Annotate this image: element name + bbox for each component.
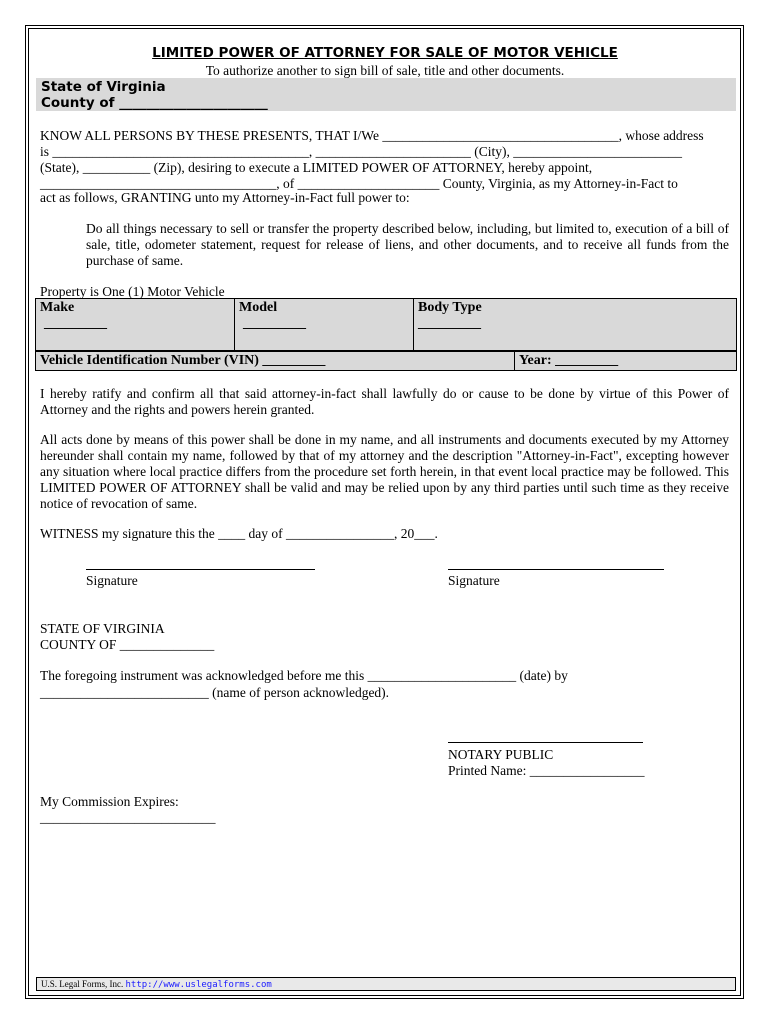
- acknowledgment-line-1: The foregoing instrument was acknowledged before me this ______________________ (date) by: [40, 668, 568, 683]
- ratify-paragraph: I hereby ratify and confirm all that said attorney-in-fact shall lawfully do or cause to be done by virtue of this Power of Attorney and the rights and powers herein granted.: [40, 386, 729, 417]
- signature-line-left[interactable]: [86, 569, 315, 570]
- footer-company: U.S. Legal Forms, Inc.: [41, 979, 124, 989]
- intro-line-5: act as follows, GRANTING unto my Attorney-in-Fact full power to:: [40, 190, 410, 205]
- powers-paragraph: Do all things necessary to sell or transfer the property described below, including, but limited to, execution of a bill of sale, title, odometer statement, request for release of liens, and other documents, and to receive all funds from the purchase of same.: [86, 221, 729, 268]
- state-county-header: [36, 78, 736, 111]
- year-cell: Year: _________: [515, 352, 737, 371]
- vehicle-table: [35, 298, 737, 351]
- vin-cell: Vehicle Identification Number (VIN) _________: [36, 352, 515, 371]
- model-label: Model: [239, 300, 278, 315]
- notary-public-label: NOTARY PUBLIC: [448, 747, 554, 762]
- intro-line-2: is ______________________________________, _______________________ (City), _________________________: [40, 144, 683, 159]
- model-blank: _________: [243, 316, 306, 331]
- intro-line-1: KNOW ALL PERSONS BY THESE PRESENTS, THAT I/We ___________________________________, whose address: [40, 128, 704, 143]
- body-type-blank: _________: [418, 316, 481, 331]
- signature-label-right: Signature: [448, 573, 500, 588]
- body-type-label: Body Type: [418, 300, 482, 315]
- make-blank: _________: [44, 316, 107, 331]
- make-cell: [36, 299, 235, 351]
- footer-bar: [36, 977, 736, 991]
- witness-line: WITNESS my signature this the ____ day of ________________, 20___.: [40, 526, 438, 541]
- acknowledgment-line-2: _________________________ (name of person acknowledged).: [40, 685, 390, 700]
- property-label: Property is One (1) Motor Vehicle: [40, 284, 225, 299]
- signature-line-right[interactable]: [448, 569, 664, 570]
- document-subtitle: To authorize another to sign bill of sale, title and other documents.: [205, 63, 565, 78]
- county-label: County of ______________________: [41, 95, 268, 111]
- vin-table: [35, 351, 737, 371]
- make-label: Make: [40, 300, 75, 315]
- commission-label: My Commission Expires:: [40, 794, 179, 809]
- body-type-cell: [414, 299, 737, 351]
- state-label: State of Virginia: [41, 79, 166, 95]
- signature-label-left: Signature: [86, 573, 138, 588]
- notary-state: STATE OF VIRGINIA: [40, 621, 165, 636]
- notary-county: COUNTY OF ______________: [40, 637, 215, 652]
- model-cell: [235, 299, 414, 351]
- acts-paragraph: All acts done by means of this power shall be done in my name, and all instruments and documents executed by my Attorney hereunder shall contain my name, followed by that of my attorney and the description "Attorney-in-Fact", excepting however any situation where local practice differs from the procedure set forth herein, in that event local practice may be followed. This LIMITED POWER OF ATTORNEY shall be valid and may be relied upon by any third parties until such time as they receive notice of revocation of same.: [40, 432, 729, 511]
- notary-printed-name: Printed Name: _________________: [448, 763, 645, 778]
- document-title: LIMITED POWER OF ATTORNEY FOR SALE OF MOTOR VEHICLE: [152, 45, 618, 61]
- footer-url-link[interactable]: http://www.uslegalforms.com: [125, 980, 272, 990]
- intro-line-3: (State), __________ (Zip), desiring to execute a LIMITED POWER OF ATTORNEY, hereby appoint,: [40, 160, 593, 175]
- commission-blank: __________________________: [40, 810, 216, 825]
- intro-line-4: ___________________________________, of _____________________ County, Virginia, as my Attorney-in-Fact to: [40, 176, 678, 191]
- notary-signature-line[interactable]: [448, 742, 643, 743]
